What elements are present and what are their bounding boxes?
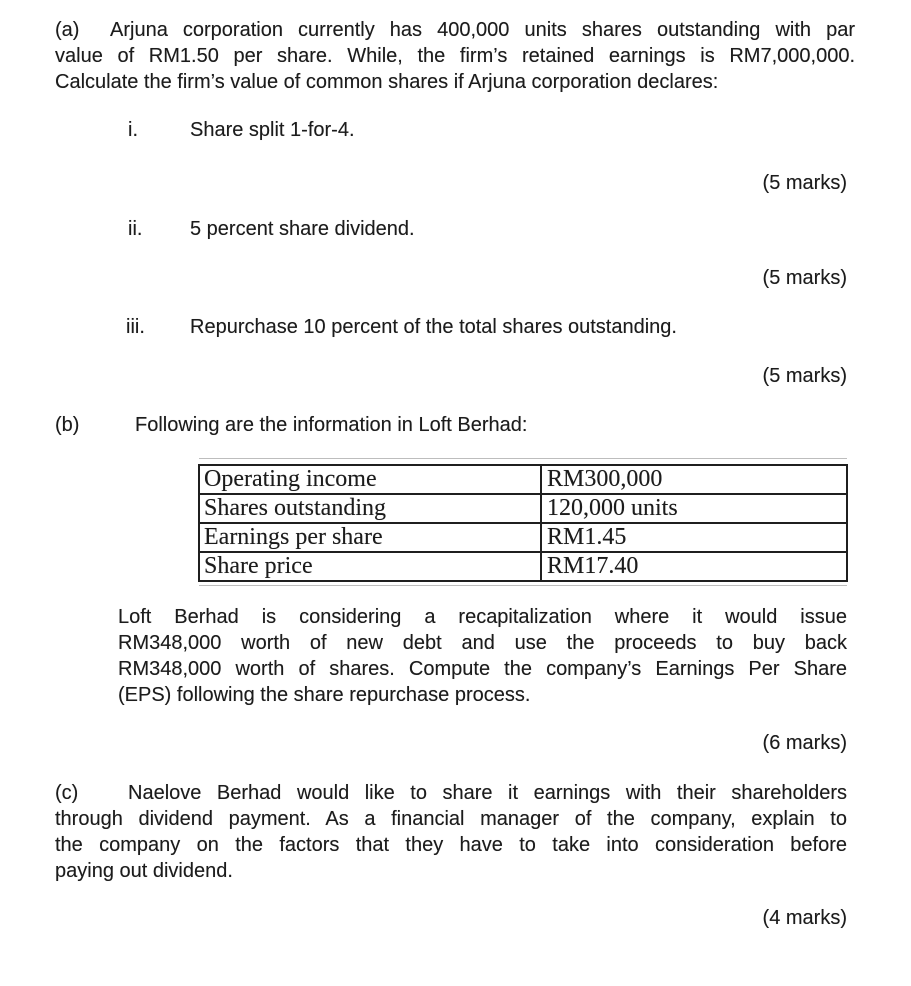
marks-item-i: (5 marks): [762, 172, 847, 194]
part-b-line-2: RM348,000 worth of new debt and use the proceeds to buy back: [118, 632, 847, 654]
marks-item-iii: (5 marks): [762, 365, 847, 387]
part-c-paragraph: [55, 780, 847, 884]
part-b-heading-line: [55, 412, 855, 438]
part-a-line-1-text: Arjuna corporation currently has 400,000 units shares outstanding with par: [110, 19, 855, 41]
table-row-label: Shares outstanding: [200, 495, 542, 522]
part-a-label: (a): [55, 19, 80, 41]
table-row-label: Operating income: [200, 466, 542, 493]
item-ii-numeral: ii.: [128, 218, 143, 240]
table-ghost-line-top: [199, 458, 847, 459]
part-a-line-3: Calculate the firm’s value of common shares if Arjuna corporation declares:: [55, 71, 719, 93]
part-b-label: (b): [55, 414, 80, 436]
table-row: [200, 522, 846, 551]
item-i-text: Share split 1-for-4.: [190, 119, 355, 141]
table-row: [200, 551, 846, 580]
table-ghost-line-bottom: [199, 585, 847, 586]
part-c-line-2: through dividend payment. As a financial manager of the company, explain to: [55, 808, 847, 830]
table-row: [200, 493, 846, 522]
item-i-numeral: i.: [128, 119, 138, 141]
loft-berhad-info-table: [198, 464, 848, 582]
part-a-line-1: [55, 17, 855, 43]
table-row-value: 120,000 units: [547, 495, 678, 521]
part-c-line-1-text: Naelove Berhad would like to share it earnings with their shareholders: [128, 782, 847, 804]
table-row-label: Earnings per share: [200, 524, 542, 551]
table-row-label: Share price: [200, 553, 542, 580]
part-b-line-4: (EPS) following the share repurchase process.: [118, 684, 531, 706]
part-c-line-1: [55, 780, 847, 806]
table-row: [200, 466, 846, 493]
part-a-paragraph: [55, 17, 855, 95]
part-b-heading-row: [55, 412, 855, 438]
part-c-line-3: the company on the factors that they have to take into consideration before: [55, 834, 847, 856]
part-a-line-2: value of RM1.50 per share. While, the firm’s retained earnings is RM7,000,000.: [55, 45, 855, 67]
part-c-line-4: paying out dividend.: [55, 860, 233, 882]
part-b-paragraph: [118, 604, 847, 708]
part-c-label: (c): [55, 782, 79, 804]
table-row-value: RM1.45: [547, 524, 627, 550]
marks-part-c: (4 marks): [762, 907, 847, 929]
part-b-line-1: Loft Berhad is considering a recapitalization where it would issue: [118, 606, 847, 628]
item-iii-numeral: iii.: [126, 316, 145, 338]
list-item-i: [128, 117, 355, 143]
table-row-value: RM300,000: [547, 466, 663, 492]
list-item-ii: [128, 216, 415, 242]
part-b-line-3: RM348,000 worth of shares. Compute the company’s Earnings Per Share: [118, 658, 847, 680]
part-b-heading: Following are the information in Loft Berhad:: [135, 414, 528, 436]
item-iii-text: Repurchase 10 percent of the total shares outstanding.: [190, 316, 677, 338]
list-item-iii: [126, 314, 677, 340]
table-row-value: RM17.40: [547, 553, 639, 579]
item-ii-text: 5 percent share dividend.: [190, 218, 415, 240]
marks-item-ii: (5 marks): [762, 267, 847, 289]
marks-part-b: (6 marks): [762, 732, 847, 754]
